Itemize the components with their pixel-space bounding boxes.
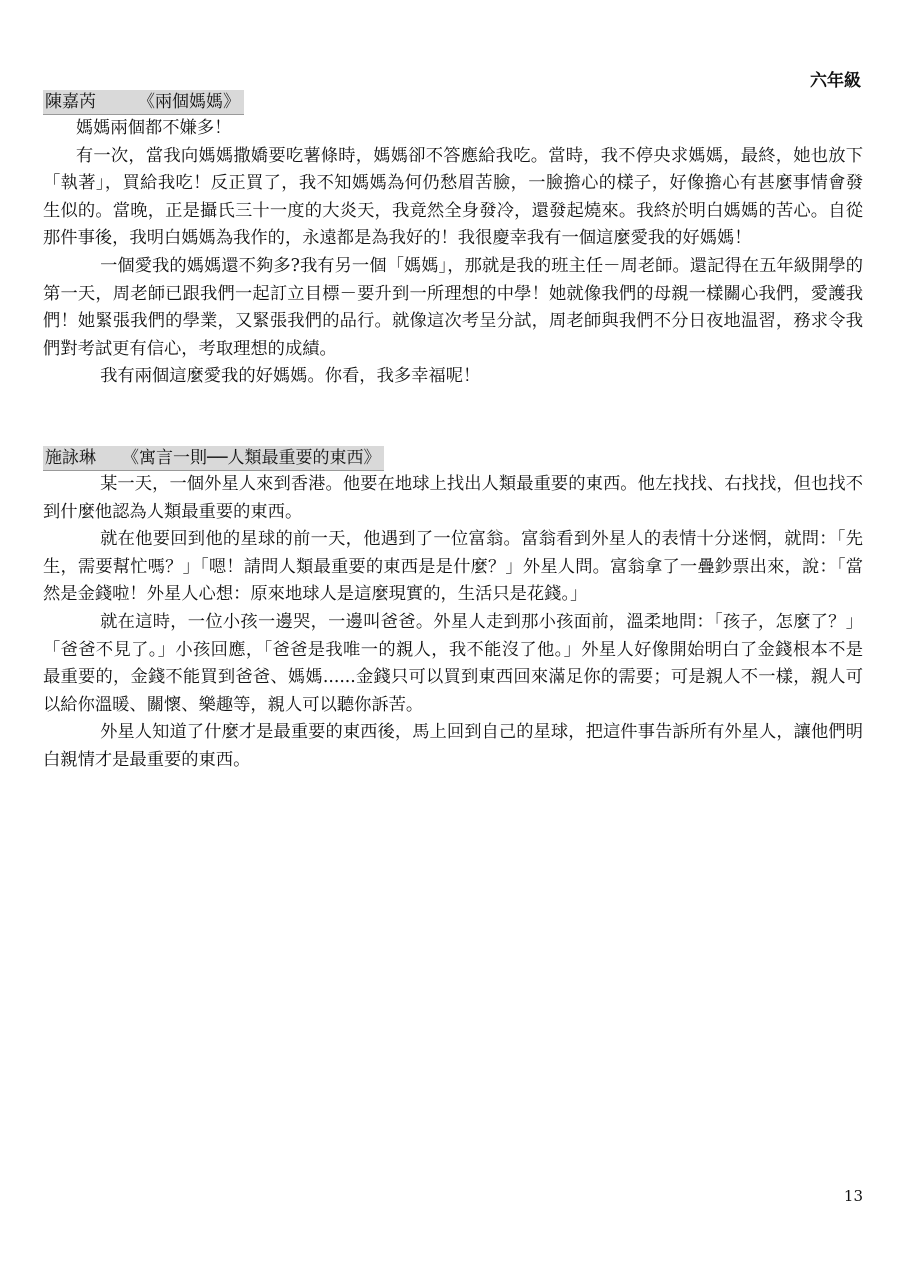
paragraph: 我有兩個這麼愛我的好媽媽。你看，我多幸福呢！ bbox=[100, 366, 481, 387]
page-number: 13 bbox=[843, 1187, 863, 1205]
paragraph: 就在這時，一位小孩一邊哭，一邊叫爸爸。外星人走到那小孩面前，溫柔地問：「孩子，怎麼了？」「爸爸不見了。」小孩回應，「爸爸是我唯一的親人，我不能沒了他。」外星人好像開始明白了金錢根本不是最重要的，金錢不能買到爸爸、媽媽......金錢只可以買到東西回來滿足你的需要；可是親人不一樣，親人可以給你溫暖、關懷、樂趣等，親人可以聽你訴苦。 bbox=[43, 611, 863, 715]
paragraph: 就在他要回到他的星球的前一天，他遇到了一位富翁。富翁看到外星人的表情十分迷惘，就問：「先生，需要幫忙嗎？」「嗯！請問人類最重要的東西是是什麼？」外星人問。富翁拿了一疊鈔票出來，說：「當然是金錢啦！外星人心想：原來地球人是這麼現實的，生活只是花錢。」 bbox=[43, 529, 863, 605]
author-name: 施詠琳 bbox=[45, 448, 96, 468]
article-fable bbox=[43, 446, 863, 775]
paragraph: 某一天，一個外星人來到香港。他要在地球上找出人類最重要的東西。他左找找、右找找，但也找不到什麼他認為人類最重要的東西。 bbox=[43, 474, 863, 522]
article-title: 《兩個媽媽》 bbox=[138, 92, 240, 112]
article-heading bbox=[43, 446, 384, 471]
paragraph: 外星人知道了什麼才是最重要的東西後，馬上回到自己的星球，把這件事告訴所有外星人，讓他們明白親情才是最重要的東西。 bbox=[43, 722, 863, 770]
article-heading bbox=[43, 90, 244, 115]
paragraph: 媽媽兩個都不嫌多！ bbox=[75, 118, 232, 138]
grade-label: 六年級 bbox=[810, 71, 861, 91]
author-name: 陳嘉芮 bbox=[45, 92, 96, 112]
paragraph: 有一次，當我向媽媽撒嬌要吃薯條時，媽媽卻不答應給我吃。當時，我不停央求媽媽，最終，她也放下「執著」，買給我吃！反正買了，我不知媽媽為何仍愁眉苦臉，一臉擔心的樣子，好像擔心有甚麼事情會發生似的。當晚，正是攝氏三十一度的大炎天，我竟然全身發冷，還發起燒來。我終於明白媽媽的苦心。自從那件事後，我明白媽媽為我作的，永遠都是為我好的！我很慶幸我有一個這麼愛我的好媽媽！ bbox=[43, 145, 863, 249]
paragraph: 一個愛我的媽媽還不夠多?我有另一個「媽媽」，那就是我的班主任－周老師。還記得在五年級開學的第一天，周老師已跟我們一起訂立目標－要升到一所理想的中學！她就像我們的母親一樣關心我們，愛護我們！她緊張我們的學業，又緊張我們的品行。就像這次考呈分試，周老師與我們不分日夜地温習，務求令我們對考試更有信心，考取理想的成績。 bbox=[43, 255, 863, 359]
article-two-mothers bbox=[43, 90, 863, 391]
article-title: 《寓言一則──人類最重要的東西》 bbox=[122, 448, 381, 468]
